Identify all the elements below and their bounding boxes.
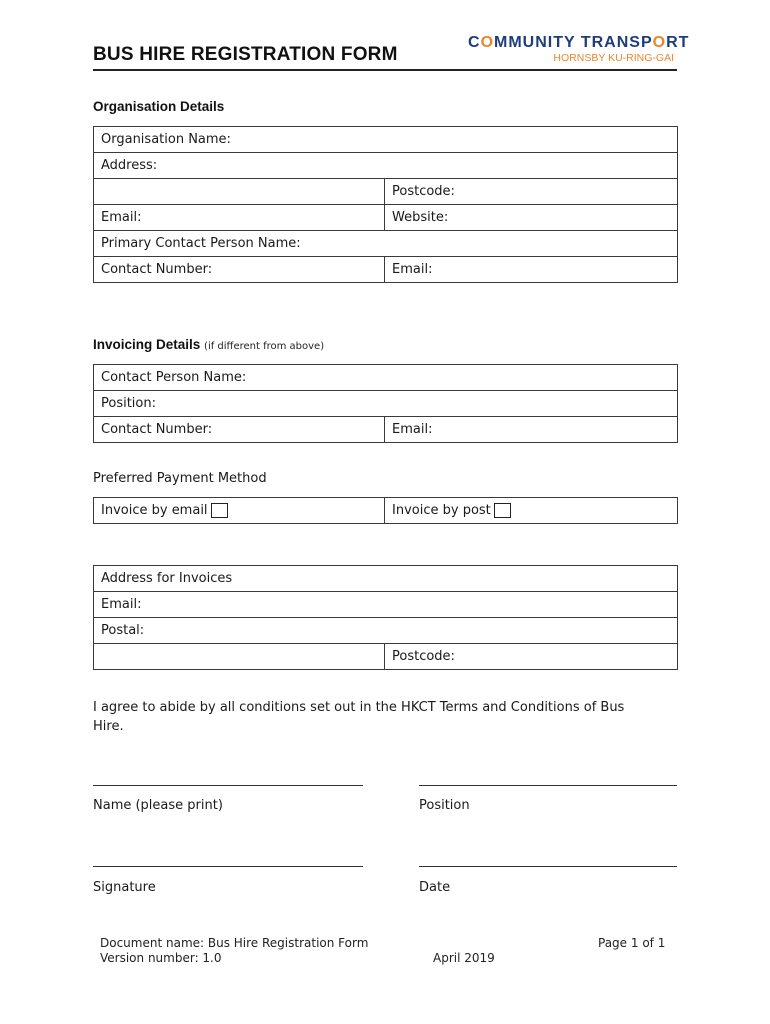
table-row [94,365,678,391]
signature-label: Signature [93,880,156,895]
signature-line[interactable] [93,866,363,867]
name-signature-line[interactable] [93,785,363,786]
invoice-postal-line-2-field[interactable] [94,644,385,670]
email-label: Email: [101,210,142,225]
primary-contact-label: Primary Contact Person Name: [101,236,301,251]
contact-email-label: Email: [392,262,433,277]
invoice-postal-label: Postal: [101,623,145,638]
logo-wordmark: COMMUNITY TRANSPORT [468,34,690,51]
logo-subtitle: HORNSBY KU-RING-GAI [553,52,674,64]
table-row [94,257,678,283]
invoice-email-field[interactable] [385,417,678,443]
footer-left [100,936,368,966]
website-label: Website: [392,210,449,225]
primary-contact-field[interactable] [94,231,678,257]
website-field[interactable] [385,205,678,231]
table-row [94,417,678,443]
invoice-postcode-field[interactable] [385,644,678,670]
table-row [94,644,678,670]
table-row [94,391,678,417]
invoice-contact-number-field[interactable] [94,417,385,443]
invoice-by-email-checkbox[interactable] [211,503,228,518]
table-row [94,498,678,524]
invoicing-details-heading [93,337,324,352]
footer-version: Version number: 1.0 [100,951,222,965]
table-row [94,618,678,644]
organisation-name-field[interactable] [94,127,678,153]
postcode-label: Postcode: [392,184,455,199]
table-row [94,153,678,179]
position-label: Position [419,798,470,813]
form-title: BUS HIRE REGISTRATION FORM [93,44,398,65]
position-signature-line[interactable] [419,785,677,786]
table-row [94,566,678,592]
invoice-contact-person-field[interactable] [94,365,678,391]
organisation-details-table [93,126,678,283]
invoice-email-label: Email: [392,422,433,437]
invoice-address-heading-cell [94,566,678,592]
table-row [94,592,678,618]
name-print-label: Name (please print) [93,798,223,813]
agreement-line-2: Hire. [93,719,124,734]
date-label: Date [419,880,451,895]
address-field[interactable] [94,153,678,179]
invoicing-heading-text: Invoicing Details [93,337,201,352]
invoice-contact-number-label: Contact Number: [101,422,213,437]
organisation-name-label: Organisation Name: [101,132,231,147]
invoicing-details-table [93,364,678,443]
invoicing-note: (if different from above) [204,341,325,352]
contact-email-field[interactable] [385,257,678,283]
payment-method-heading: Preferred Payment Method [93,471,267,486]
invoice-address-email-label: Email: [101,597,142,612]
footer-page-number: Page 1 of 1 [598,936,666,950]
community-transport-logo [468,34,690,68]
title-rule [93,69,677,71]
invoice-by-email-option[interactable] [94,498,385,524]
table-row [94,205,678,231]
email-field[interactable] [94,205,385,231]
footer-document-name: Document name: Bus Hire Registration Form [100,936,369,950]
invoice-address-heading: Address for Invoices [101,571,233,586]
invoice-by-email-label: Invoice by email [101,503,208,518]
invoice-by-post-option[interactable] [385,498,678,524]
invoice-contact-person-label: Contact Person Name: [101,370,247,385]
invoice-by-post-checkbox[interactable] [494,503,511,518]
payment-method-table [93,497,678,524]
postcode-field[interactable] [385,179,678,205]
contact-number-field[interactable] [94,257,385,283]
invoice-by-post-label: Invoice by post [392,503,491,518]
date-line[interactable] [419,866,677,867]
footer-date: April 2019 [433,951,495,965]
address-label: Address: [101,158,158,173]
invoice-position-field[interactable] [94,391,678,417]
organisation-details-heading: Organisation Details [93,99,225,114]
agreement-line-1: I agree to abide by all conditions set out in the HKCT Terms and Conditions of Bus [93,700,625,715]
contact-number-label: Contact Number: [101,262,213,277]
invoice-position-label: Position: [101,396,156,411]
invoice-postal-field[interactable] [94,618,678,644]
table-row [94,179,678,205]
invoice-postcode-label: Postcode: [392,649,455,664]
table-row [94,127,678,153]
address-line-2-field[interactable] [94,179,385,205]
table-row [94,231,678,257]
invoice-address-email-field[interactable] [94,592,678,618]
agreement-text [93,698,624,736]
invoice-address-table [93,565,678,670]
